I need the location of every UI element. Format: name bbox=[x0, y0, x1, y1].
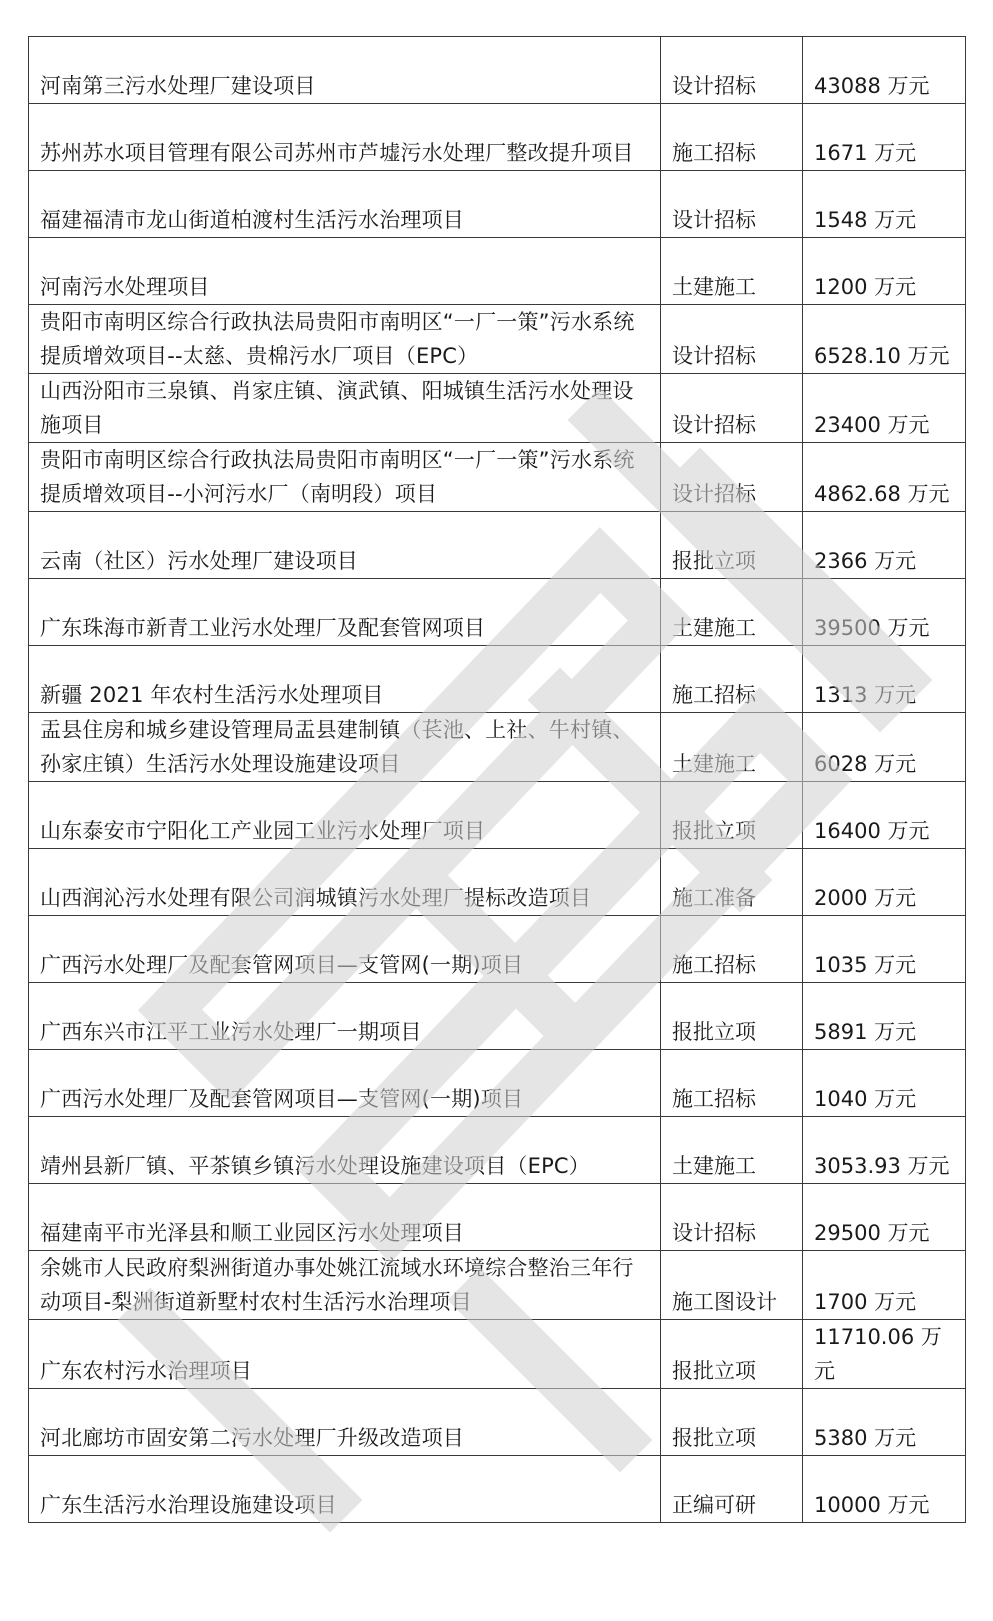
project-amount-cell: 2366 万元 bbox=[803, 512, 966, 579]
project-stage-cell: 土建施工 bbox=[661, 1117, 803, 1184]
project-name-cell: 贵阳市南明区综合行政执法局贵阳市南明区“一厂一策”污水系统提质增效项目--小河污水厂（南明段）项目 bbox=[29, 443, 661, 512]
table-row bbox=[29, 983, 966, 1050]
project-amount-cell: 1035 万元 bbox=[803, 916, 966, 983]
project-amount-cell: 1700 万元 bbox=[803, 1251, 966, 1320]
table-row bbox=[29, 1251, 966, 1320]
table-row bbox=[29, 1184, 966, 1251]
project-name-cell: 广东生活污水治理设施建设项目 bbox=[29, 1456, 661, 1523]
project-amount-cell: 2000 万元 bbox=[803, 849, 966, 916]
project-stage-cell: 土建施工 bbox=[661, 238, 803, 305]
project-amount-cell: 39500 万元 bbox=[803, 579, 966, 646]
table-row bbox=[29, 1050, 966, 1117]
table-row bbox=[29, 1320, 966, 1389]
project-stage-cell: 报批立项 bbox=[661, 1320, 803, 1389]
project-amount-cell: 11710.06 万元 bbox=[803, 1320, 966, 1389]
project-name-cell: 福建南平市光泽县和顺工业园区污水处理项目 bbox=[29, 1184, 661, 1251]
table-row bbox=[29, 646, 966, 713]
table-row bbox=[29, 374, 966, 443]
project-stage-cell: 施工招标 bbox=[661, 1050, 803, 1117]
project-amount-cell: 1040 万元 bbox=[803, 1050, 966, 1117]
project-name-cell: 福建福清市龙山街道柏渡村生活污水治理项目 bbox=[29, 171, 661, 238]
project-name-cell: 河南污水处理项目 bbox=[29, 238, 661, 305]
project-stage-cell: 土建施工 bbox=[661, 713, 803, 782]
project-stage-cell: 施工招标 bbox=[661, 646, 803, 713]
table-row bbox=[29, 37, 966, 104]
project-stage-cell: 设计招标 bbox=[661, 1184, 803, 1251]
project-name-cell: 贵阳市南明区综合行政执法局贵阳市南明区“一厂一策”污水系统提质增效项目--太慈、贵棉污水厂项目（EPC） bbox=[29, 305, 661, 374]
project-amount-cell: 5891 万元 bbox=[803, 983, 966, 1050]
project-name-cell: 山西润沁污水处理有限公司润城镇污水处理厂提标改造项目 bbox=[29, 849, 661, 916]
project-amount-cell: 43088 万元 bbox=[803, 37, 966, 104]
project-name-cell: 山西汾阳市三泉镇、肖家庄镇、演武镇、阳城镇生活污水处理设施项目 bbox=[29, 374, 661, 443]
project-stage-cell: 报批立项 bbox=[661, 512, 803, 579]
project-amount-cell: 1671 万元 bbox=[803, 104, 966, 171]
table-row bbox=[29, 1117, 966, 1184]
project-amount-cell: 6028 万元 bbox=[803, 713, 966, 782]
project-stage-cell: 报批立项 bbox=[661, 1389, 803, 1456]
project-stage-cell: 正编可研 bbox=[661, 1456, 803, 1523]
project-stage-cell: 设计招标 bbox=[661, 37, 803, 104]
project-stage-cell: 报批立项 bbox=[661, 782, 803, 849]
table-row bbox=[29, 782, 966, 849]
project-stage-cell: 设计招标 bbox=[661, 171, 803, 238]
project-name-cell: 广西污水处理厂及配套管网项目—支管网(一期)项目 bbox=[29, 1050, 661, 1117]
project-stage-cell: 施工招标 bbox=[661, 916, 803, 983]
table-row bbox=[29, 849, 966, 916]
project-stage-cell: 设计招标 bbox=[661, 305, 803, 374]
project-table bbox=[28, 36, 966, 1523]
project-amount-cell: 16400 万元 bbox=[803, 782, 966, 849]
project-name-cell: 广东农村污水治理项目 bbox=[29, 1320, 661, 1389]
project-name-cell: 苏州苏水项目管理有限公司苏州市芦墟污水处理厂整改提升项目 bbox=[29, 104, 661, 171]
project-amount-cell: 5380 万元 bbox=[803, 1389, 966, 1456]
table-row bbox=[29, 104, 966, 171]
table-row bbox=[29, 443, 966, 512]
project-stage-cell: 设计招标 bbox=[661, 374, 803, 443]
project-name-cell: 河南第三污水处理厂建设项目 bbox=[29, 37, 661, 104]
project-amount-cell: 10000 万元 bbox=[803, 1456, 966, 1523]
project-stage-cell: 施工招标 bbox=[661, 104, 803, 171]
project-name-cell: 新疆 2021 年农村生活污水处理项目 bbox=[29, 646, 661, 713]
table-row bbox=[29, 238, 966, 305]
table-row bbox=[29, 713, 966, 782]
table-row bbox=[29, 171, 966, 238]
project-amount-cell: 1200 万元 bbox=[803, 238, 966, 305]
project-name-cell: 余姚市人民政府梨洲街道办事处姚江流域水环境综合整治三年行动项目-梨洲街道新墅村农村生活污水治理项目 bbox=[29, 1251, 661, 1320]
project-stage-cell: 施工图设计 bbox=[661, 1251, 803, 1320]
table-row bbox=[29, 1389, 966, 1456]
project-name-cell: 盂县住房和城乡建设管理局盂县建制镇（苌池、上社、牛村镇、孙家庄镇）生活污水处理设施建设项目 bbox=[29, 713, 661, 782]
table-row bbox=[29, 1456, 966, 1523]
table-row bbox=[29, 305, 966, 374]
project-name-cell: 广西东兴市江平工业污水处理厂一期项目 bbox=[29, 983, 661, 1050]
project-name-cell: 云南（社区）污水处理厂建设项目 bbox=[29, 512, 661, 579]
table-row bbox=[29, 512, 966, 579]
table-row bbox=[29, 916, 966, 983]
project-stage-cell: 设计招标 bbox=[661, 443, 803, 512]
project-table-body bbox=[29, 37, 966, 1523]
project-stage-cell: 施工准备 bbox=[661, 849, 803, 916]
project-amount-cell: 3053.93 万元 bbox=[803, 1117, 966, 1184]
project-amount-cell: 4862.68 万元 bbox=[803, 443, 966, 512]
project-amount-cell: 6528.10 万元 bbox=[803, 305, 966, 374]
project-name-cell: 靖州县新厂镇、平茶镇乡镇污水处理设施建设项目（EPC） bbox=[29, 1117, 661, 1184]
project-amount-cell: 23400 万元 bbox=[803, 374, 966, 443]
project-name-cell: 河北廊坊市固安第二污水处理厂升级改造项目 bbox=[29, 1389, 661, 1456]
project-amount-cell: 1313 万元 bbox=[803, 646, 966, 713]
project-amount-cell: 29500 万元 bbox=[803, 1184, 966, 1251]
project-amount-cell: 1548 万元 bbox=[803, 171, 966, 238]
project-name-cell: 广西污水处理厂及配套管网项目—支管网(一期)项目 bbox=[29, 916, 661, 983]
project-stage-cell: 报批立项 bbox=[661, 983, 803, 1050]
project-name-cell: 山东泰安市宁阳化工产业园工业污水处理厂项目 bbox=[29, 782, 661, 849]
project-stage-cell: 土建施工 bbox=[661, 579, 803, 646]
project-name-cell: 广东珠海市新青工业污水处理厂及配套管网项目 bbox=[29, 579, 661, 646]
table-row bbox=[29, 579, 966, 646]
